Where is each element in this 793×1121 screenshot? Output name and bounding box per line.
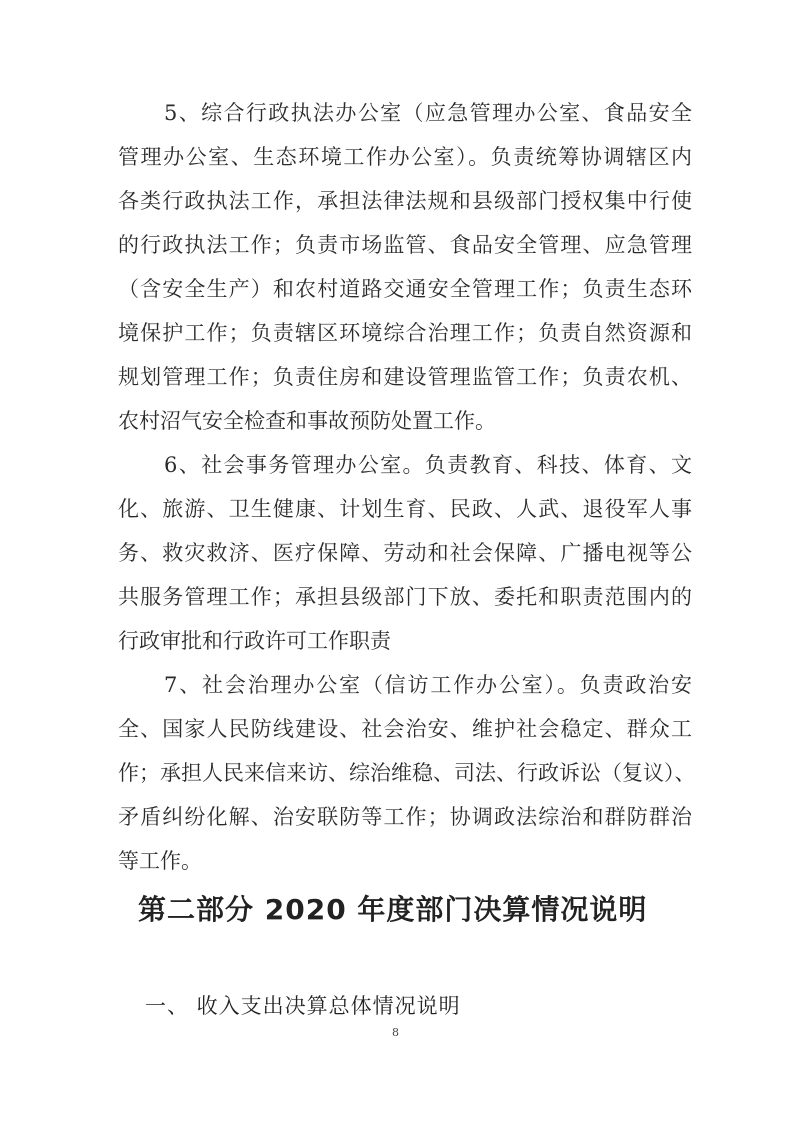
text-line: （含安全生产）和农村道路交通安全管理工作；负责生态环 bbox=[118, 277, 692, 301]
text-line: 务、救灾救济、医疗保障、劳动和社会保障、广播电视等公 bbox=[118, 541, 692, 565]
text-line: 各类行政执法工作，承担法律法规和县级部门授权集中行使 bbox=[118, 189, 692, 213]
text-line: 农村沼气安全检查和事故预防处置工作。 bbox=[118, 409, 496, 433]
text-line: 管理办公室、生态环境工作办公室）。负责统筹协调辖区内 bbox=[118, 145, 692, 169]
section-heading: 第二部分 2020 年度部门决算情况说明 bbox=[138, 893, 648, 926]
text-line: 矛盾纠纷化解、治安联防等工作；协调政法综治和群防群治 bbox=[118, 805, 692, 829]
text-line: 化、旅游、卫生健康、计划生育、民政、人武、退役军人事 bbox=[118, 497, 692, 521]
text-line: 6、社会事务管理办公室。负责教育、科技、体育、文 bbox=[164, 453, 692, 477]
text-line: 作；承担人民来信来访、综治维稳、司法、行政诉讼（复议）、 bbox=[118, 761, 696, 785]
text-line: 境保护工作；负责辖区环境综合治理工作；负责自然资源和 bbox=[118, 321, 692, 345]
text-line: 的行政执法工作；负责市场监管、食品安全管理、应急管理 bbox=[118, 233, 692, 257]
text-line: 行政审批和行政许可工作职责 bbox=[118, 629, 391, 653]
text-line: 全、国家人民防线建设、社会治安、维护社会稳定、群众工 bbox=[118, 717, 692, 741]
text-line: 7、社会治理办公室（信访工作办公室）。负责政治安 bbox=[164, 673, 692, 697]
text-line: 规划管理工作；负责住房和建设管理监管工作；负责农机、 bbox=[118, 365, 692, 389]
subsection-heading: 一、 收入支出决算总体情况说明 bbox=[145, 994, 461, 1018]
text-line: 共服务管理工作；承担县级部门下放、委托和职责范围内的 bbox=[118, 585, 692, 609]
text-line: 等工作。 bbox=[118, 849, 202, 873]
paragraph-item-5 bbox=[118, 91, 692, 443]
paragraph-item-6 bbox=[118, 443, 692, 663]
paragraph-item-7 bbox=[118, 663, 696, 883]
page-number: 8 bbox=[392, 1026, 399, 1039]
text-line: 5、综合行政执法办公室（应急管理办公室、食品安全 bbox=[164, 101, 692, 125]
